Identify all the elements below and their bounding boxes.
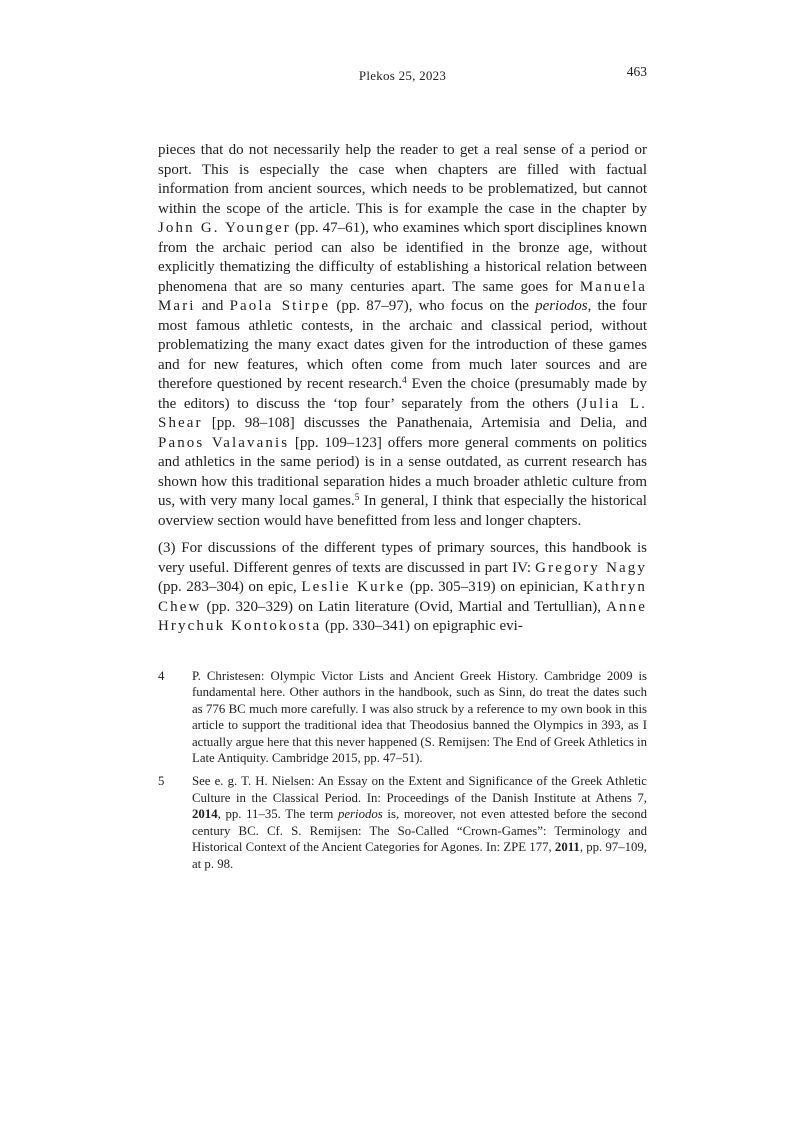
text-segment-spaced: Manuela Mari: [158, 278, 647, 314]
text-segment: P. Christesen: Olympic Victor Lists and Ancient Greek History. Cambridge 2009 is fundamental here. Other authors in the handbook, such as Sinn, do treat the dates such as 776 BC much more carefully. I was also struck by a reference to my own book in this article to support the traditional idea that Theodosius banned the Olympics in 393, as I actually argue here that this never happened (S. Remijsen: The End of Greek Athletics in Late Antiquity. Cambridge 2015, pp. 47–51).: [192, 668, 647, 766]
text-segment: See e. g. T. H. Nielsen: An Essay on the Extent and Significance of the Greek Athletic Culture in the Classical Period. In: Proceedings of the Danish Institute at Athens 7,: [192, 774, 647, 805]
text-segment-spaced: Panos Valavanis: [158, 434, 290, 451]
text-segment: is, moreover, not even attested before the second century BC. Cf. S. Remijsen: The So-Called “Crown-Games”: Terminology and Historical Context of the Ancient Categories for Agones. In: ZPE 177,: [192, 807, 647, 855]
text-segment: pieces that do not necessarily help the reader to get a real sense of a period or sport. This is especially the case when chapters are filled with factual information from ancient sources, which needs to be problematized, but cannot within the scope of the article. This is for example the case in the chapter by: [158, 142, 647, 217]
text-segment-italic: periodos: [535, 298, 588, 314]
text-segment: (pp. 87–97), who focus on the: [330, 298, 536, 314]
text-segment: , pp. 97–109, at p. 98.: [192, 840, 648, 872]
text-segment: [pp. 98–108] discusses the Panathenaia, Artemisia and Delia, and: [202, 415, 647, 431]
page-body: [158, 141, 647, 873]
text-segment: (pp. 47–61), who examines which sport disciplines known from the archaic period can also be identified in the bronze age, without explicitly thematizing the difficulty of establishing a historical relation between phenomena that are so many centuries apart. The same goes for: [158, 220, 647, 295]
text-segment: Even the choice (presumably made by the editors) to discuss the ‘top four’ separately from the others (: [158, 376, 647, 412]
text-segment: (pp. 330–341) on epigraphic evi-: [321, 618, 523, 634]
text-segment-spaced: Leslie Kurke: [301, 579, 406, 595]
text-segment: In general, I think that especially the historical overview section would have benefitted from less and longer chapters.: [158, 493, 647, 529]
text-segment-spaced: John G. Younger: [158, 220, 291, 236]
text-segment-spaced: Anne Hrychuk Kontokosta: [158, 598, 647, 634]
text-segment-bold: 2011: [554, 840, 580, 855]
text-segment: and: [195, 298, 230, 314]
footnote-text: [192, 668, 647, 768]
text-segment-bold: 2014: [192, 807, 218, 822]
text-segment-italic: periodos: [337, 807, 383, 822]
text-segment-spaced: Julia L. Shear: [158, 395, 647, 431]
running-head: Plekos 25, 2023: [358, 68, 447, 83]
text-segment: (pp. 320–329) on Latin literature (Ovid, Martial and Tertullian),: [201, 598, 607, 615]
body-text: [158, 141, 647, 637]
paragraph: [158, 539, 647, 637]
page-number: 463: [626, 64, 647, 79]
footnote-text: [192, 773, 647, 873]
footnote: [158, 668, 647, 768]
footnote-reference: 4: [402, 376, 407, 387]
footnote-reference: 5: [354, 493, 360, 504]
footnotes: [158, 668, 647, 873]
text-segment-spaced: Gregory Nagy: [535, 559, 648, 576]
text-segment-spaced: Kathryn Chew: [158, 579, 647, 615]
footnote-number: 4: [158, 668, 165, 683]
text-segment: (pp. 283–304) on epic,: [158, 579, 302, 595]
text-segment-spaced: Paola Stirpe: [229, 298, 331, 314]
paragraph: [158, 141, 647, 531]
text-segment: , the four most famous athletic contests, in the archaic and classical period, without problematizing the many exact dates given for the introduction of these games and for new features, which often come from much later sources and are therefore questioned by recent research.: [158, 298, 647, 392]
text-segment: (3) For discussions of the different types of primary sources, this handbook is very useful. Different genres of texts are discussed in part IV:: [158, 540, 647, 576]
footnote-number: 5: [158, 774, 165, 789]
text-segment: (pp. 305–319) on epinician,: [405, 579, 584, 595]
text-segment: [pp. 109–123] offers more general comments on politics and athletics in the same period) is in a sense outdated, as current research has shown how this traditional separation hides a much broader athletic culture from us, with very many local games.: [158, 434, 647, 509]
footnote: [158, 773, 647, 873]
text-segment: , pp. 11–35. The term: [217, 807, 338, 822]
